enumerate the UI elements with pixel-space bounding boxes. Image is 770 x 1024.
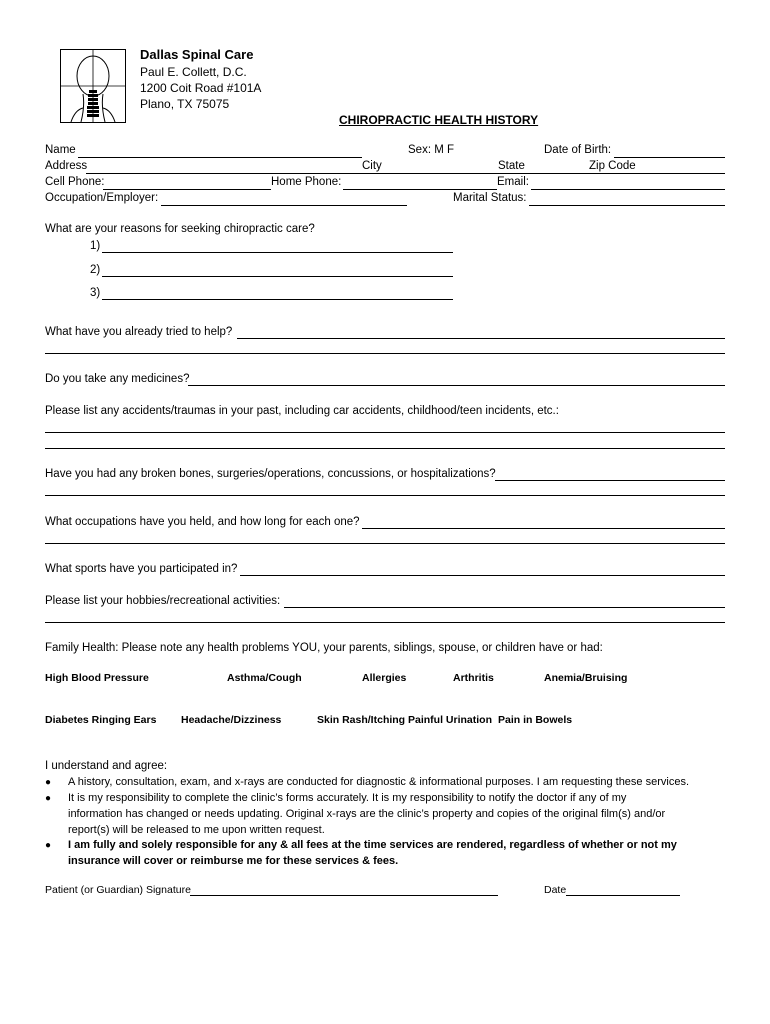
clinic-citystate: Plano, TX 75075 bbox=[140, 97, 230, 111]
medicines-field[interactable] bbox=[188, 385, 725, 386]
dob-label: Date of Birth: bbox=[544, 144, 612, 156]
clinic-address: 1200 Coit Road #101A bbox=[140, 81, 262, 95]
clinic-doctor: Paul E. Collett, D.C. bbox=[140, 65, 247, 79]
occupation-label: Occupation/Employer: bbox=[45, 192, 159, 204]
sports-field[interactable] bbox=[240, 575, 725, 576]
tried-question: What have you already tried to help? bbox=[45, 326, 233, 338]
address-field[interactable] bbox=[86, 173, 725, 174]
condition-arthritis[interactable]: Arthritis bbox=[453, 672, 494, 684]
agreement-bullet-1: A history, consultation, exam, and x-rays are conducted for diagnostic & informational purposes. I am requesting these services. bbox=[68, 776, 690, 788]
broken-bones-field[interactable] bbox=[495, 480, 725, 481]
signature-label: Patient (or Guardian) Signature bbox=[45, 884, 191, 896]
reason-3-label: 3) bbox=[90, 287, 101, 299]
bullet-icon: ● bbox=[45, 777, 52, 788]
hobbies-field[interactable] bbox=[284, 607, 725, 608]
medicines-question: Do you take any medicines? bbox=[45, 373, 190, 385]
reason-1-label: 1) bbox=[90, 240, 101, 252]
agreement-intro: I understand and agree: bbox=[45, 760, 168, 772]
tried-field-2[interactable] bbox=[45, 353, 725, 354]
reason-1-field[interactable] bbox=[102, 252, 453, 253]
family-health-question: Family Health: Please note any health problems YOU, your parents, siblings, spouse, or children have or had: bbox=[45, 642, 603, 654]
dob-field[interactable] bbox=[614, 157, 725, 158]
date-field[interactable] bbox=[566, 895, 680, 896]
agreement-bullet-3-line-2: insurance will cover or reimburse me for these services & fees. bbox=[68, 855, 399, 867]
reason-3-field[interactable] bbox=[102, 299, 453, 300]
cell-phone-label: Cell Phone: bbox=[45, 176, 105, 188]
reason-2-label: 2) bbox=[90, 264, 101, 276]
tried-field[interactable] bbox=[237, 338, 725, 339]
condition-skin-rash-itching[interactable]: Skin Rash/Itching bbox=[317, 714, 406, 726]
condition-diabetes-ringing-ears[interactable]: Diabetes Ringing Ears bbox=[45, 714, 157, 726]
home-phone-label: Home Phone: bbox=[271, 176, 342, 188]
date-label: Date bbox=[544, 884, 567, 896]
occupations-field[interactable] bbox=[362, 528, 725, 529]
agreement-bullet-3-line-1: I am fully and solely responsible for any & all fees at the time services are rendered, regardless of whether or not my bbox=[68, 839, 677, 851]
condition-pain-in-bowels[interactable]: Pain in Bowels bbox=[498, 714, 573, 726]
sex-label: Sex: M F bbox=[408, 144, 455, 156]
form-title: CHIROPRACTIC HEALTH HISTORY bbox=[339, 113, 539, 127]
city-label: City bbox=[362, 160, 382, 172]
bullet-icon: ● bbox=[45, 793, 52, 804]
reasons-question: What are your reasons for seeking chiropractic care? bbox=[45, 223, 315, 235]
signature-field[interactable] bbox=[190, 895, 498, 896]
accidents-field-2[interactable] bbox=[45, 448, 725, 449]
occupation-field[interactable] bbox=[161, 205, 407, 206]
occupations-question: What occupations have you held, and how long for each one? bbox=[45, 516, 360, 528]
condition-allergies[interactable]: Allergies bbox=[362, 672, 407, 684]
clinic-name: Dallas Spinal Care bbox=[140, 47, 254, 62]
name-label: Name bbox=[45, 144, 76, 156]
marital-field[interactable] bbox=[529, 205, 725, 206]
sports-question: What sports have you participated in? bbox=[45, 563, 238, 575]
condition-asthma-cough[interactable]: Asthma/Cough bbox=[227, 672, 302, 684]
condition-painful-urination[interactable]: Painful Urination bbox=[408, 714, 492, 726]
accidents-question: Please list any accidents/traumas in your past, including car accidents, childhood/teen incidents, etc.: bbox=[45, 405, 559, 417]
bullet-icon: ● bbox=[45, 840, 52, 851]
address-label: Address bbox=[45, 160, 88, 172]
email-field[interactable] bbox=[531, 189, 725, 190]
broken-bones-field-2[interactable] bbox=[45, 495, 725, 496]
name-field[interactable] bbox=[78, 157, 362, 158]
spine-logo-icon bbox=[60, 49, 126, 123]
reason-2-field[interactable] bbox=[102, 276, 453, 277]
home-phone-field[interactable] bbox=[343, 189, 497, 190]
occupations-field-2[interactable] bbox=[45, 543, 725, 544]
condition-headache-dizziness[interactable]: Headache/Dizziness bbox=[181, 714, 282, 726]
state-label: State bbox=[498, 160, 525, 172]
cell-phone-field[interactable] bbox=[103, 189, 271, 190]
broken-bones-question: Have you had any broken bones, surgeries/operations, concussions, or hospitalizations? bbox=[45, 468, 496, 480]
condition-anemia-bruising[interactable]: Anemia/Bruising bbox=[544, 672, 628, 684]
marital-label: Marital Status: bbox=[453, 192, 527, 204]
email-label: Email: bbox=[497, 176, 529, 188]
zip-label: Zip Code bbox=[589, 160, 636, 172]
accidents-field[interactable] bbox=[45, 432, 725, 433]
hobbies-field-2[interactable] bbox=[45, 622, 725, 623]
hobbies-question: Please list your hobbies/recreational activities: bbox=[45, 595, 281, 607]
agreement-bullet-2-line-1: It is my responsibility to complete the clinic’s forms accurately. It is my responsibility to notify the doctor if any of my bbox=[68, 792, 627, 804]
agreement-bullet-2-line-2: information has changed or needs updating. Original x-rays are the clinic’s property and copies of the original film(s) and/or bbox=[68, 808, 666, 820]
condition-high-blood-pressure[interactable]: High Blood Pressure bbox=[45, 672, 149, 684]
agreement-bullet-2-line-3: report(s) will be released to me upon written request. bbox=[68, 824, 325, 836]
